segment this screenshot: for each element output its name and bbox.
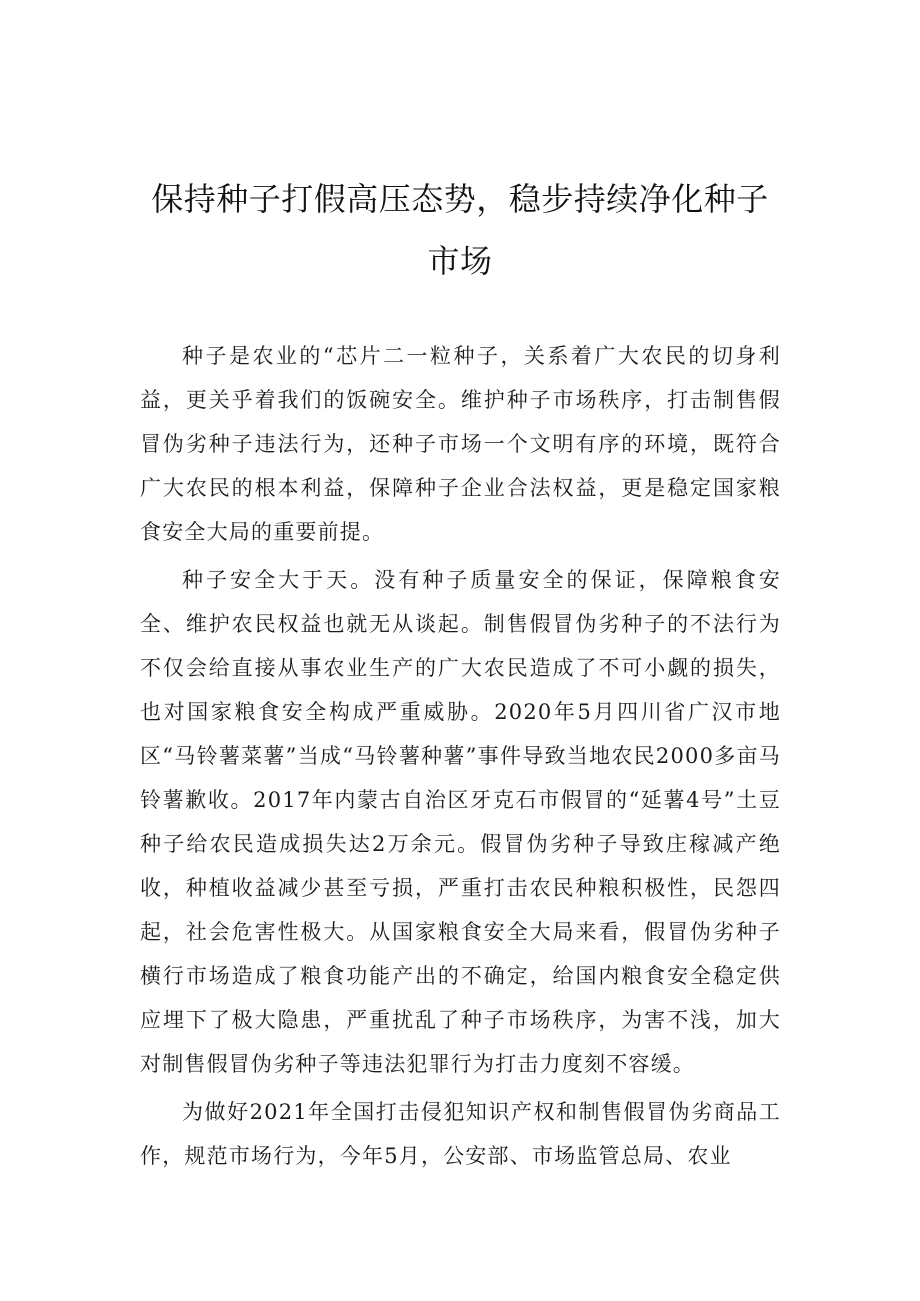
document-title [140,168,780,292]
title-line-1: 保持种子打假高压态势，稳步持续净化种子 [151,180,769,218]
paragraph-1: 种子是农业的“芯片二一粒种子，关系着广大农民的切身利益，更关乎着我们的饭碗安全。维护种子市场秩序，打击制售假冒伪劣种子违法行为，还种子市场一个文明有序的环境，既符合广大农民的根本利益，保障种子企业合法权益，更是稳定国家粮食安全大局的重要前提。 [140,344,781,544]
paragraph-2: 种子安全大于天。没有种子质量安全的保证，保障粮食安全、维护农民权益也就无从谈起。制售假冒伪劣种子的不法行为不仅会给直接从事农业生产的广大农民造成了不可小觑的损失，也对国家粮食安全构成严重威胁。2020年5月四川省广汉市地区“马铃薯菜薯”当成“马铃薯种薯”事件导致当地农民2000多亩马铃薯歉收。2017年内蒙古自治区牙克石市假冒的“延薯4号”土豆种子给农民造成损失达2万余元。假冒伪劣种子导致庄稼减产绝收，种植收益减少甚至亏损，严重打击农民种粮积极性，民怨四起，社会危害性极大。从国家粮食安全大局来看，假冒伪劣种子横行市场造成了粮食功能产出的不确定，给国内粮食安全稳定供应埋下了极大隐患，严重扰乱了种子市场秩序，为害不浅，加大对制售假冒伪劣种子等违法犯罪行为打击力度刻不容缓。 [140,568,781,1076]
title-line-2: 市场 [427,242,493,280]
document-body [140,334,781,1182]
paragraph-3: 为做好2021年全国打击侵犯知识产权和制售假冒伪劣商品工作，规范市场行为，今年5月，公安部、市场监管总局、农业 [140,1100,781,1168]
